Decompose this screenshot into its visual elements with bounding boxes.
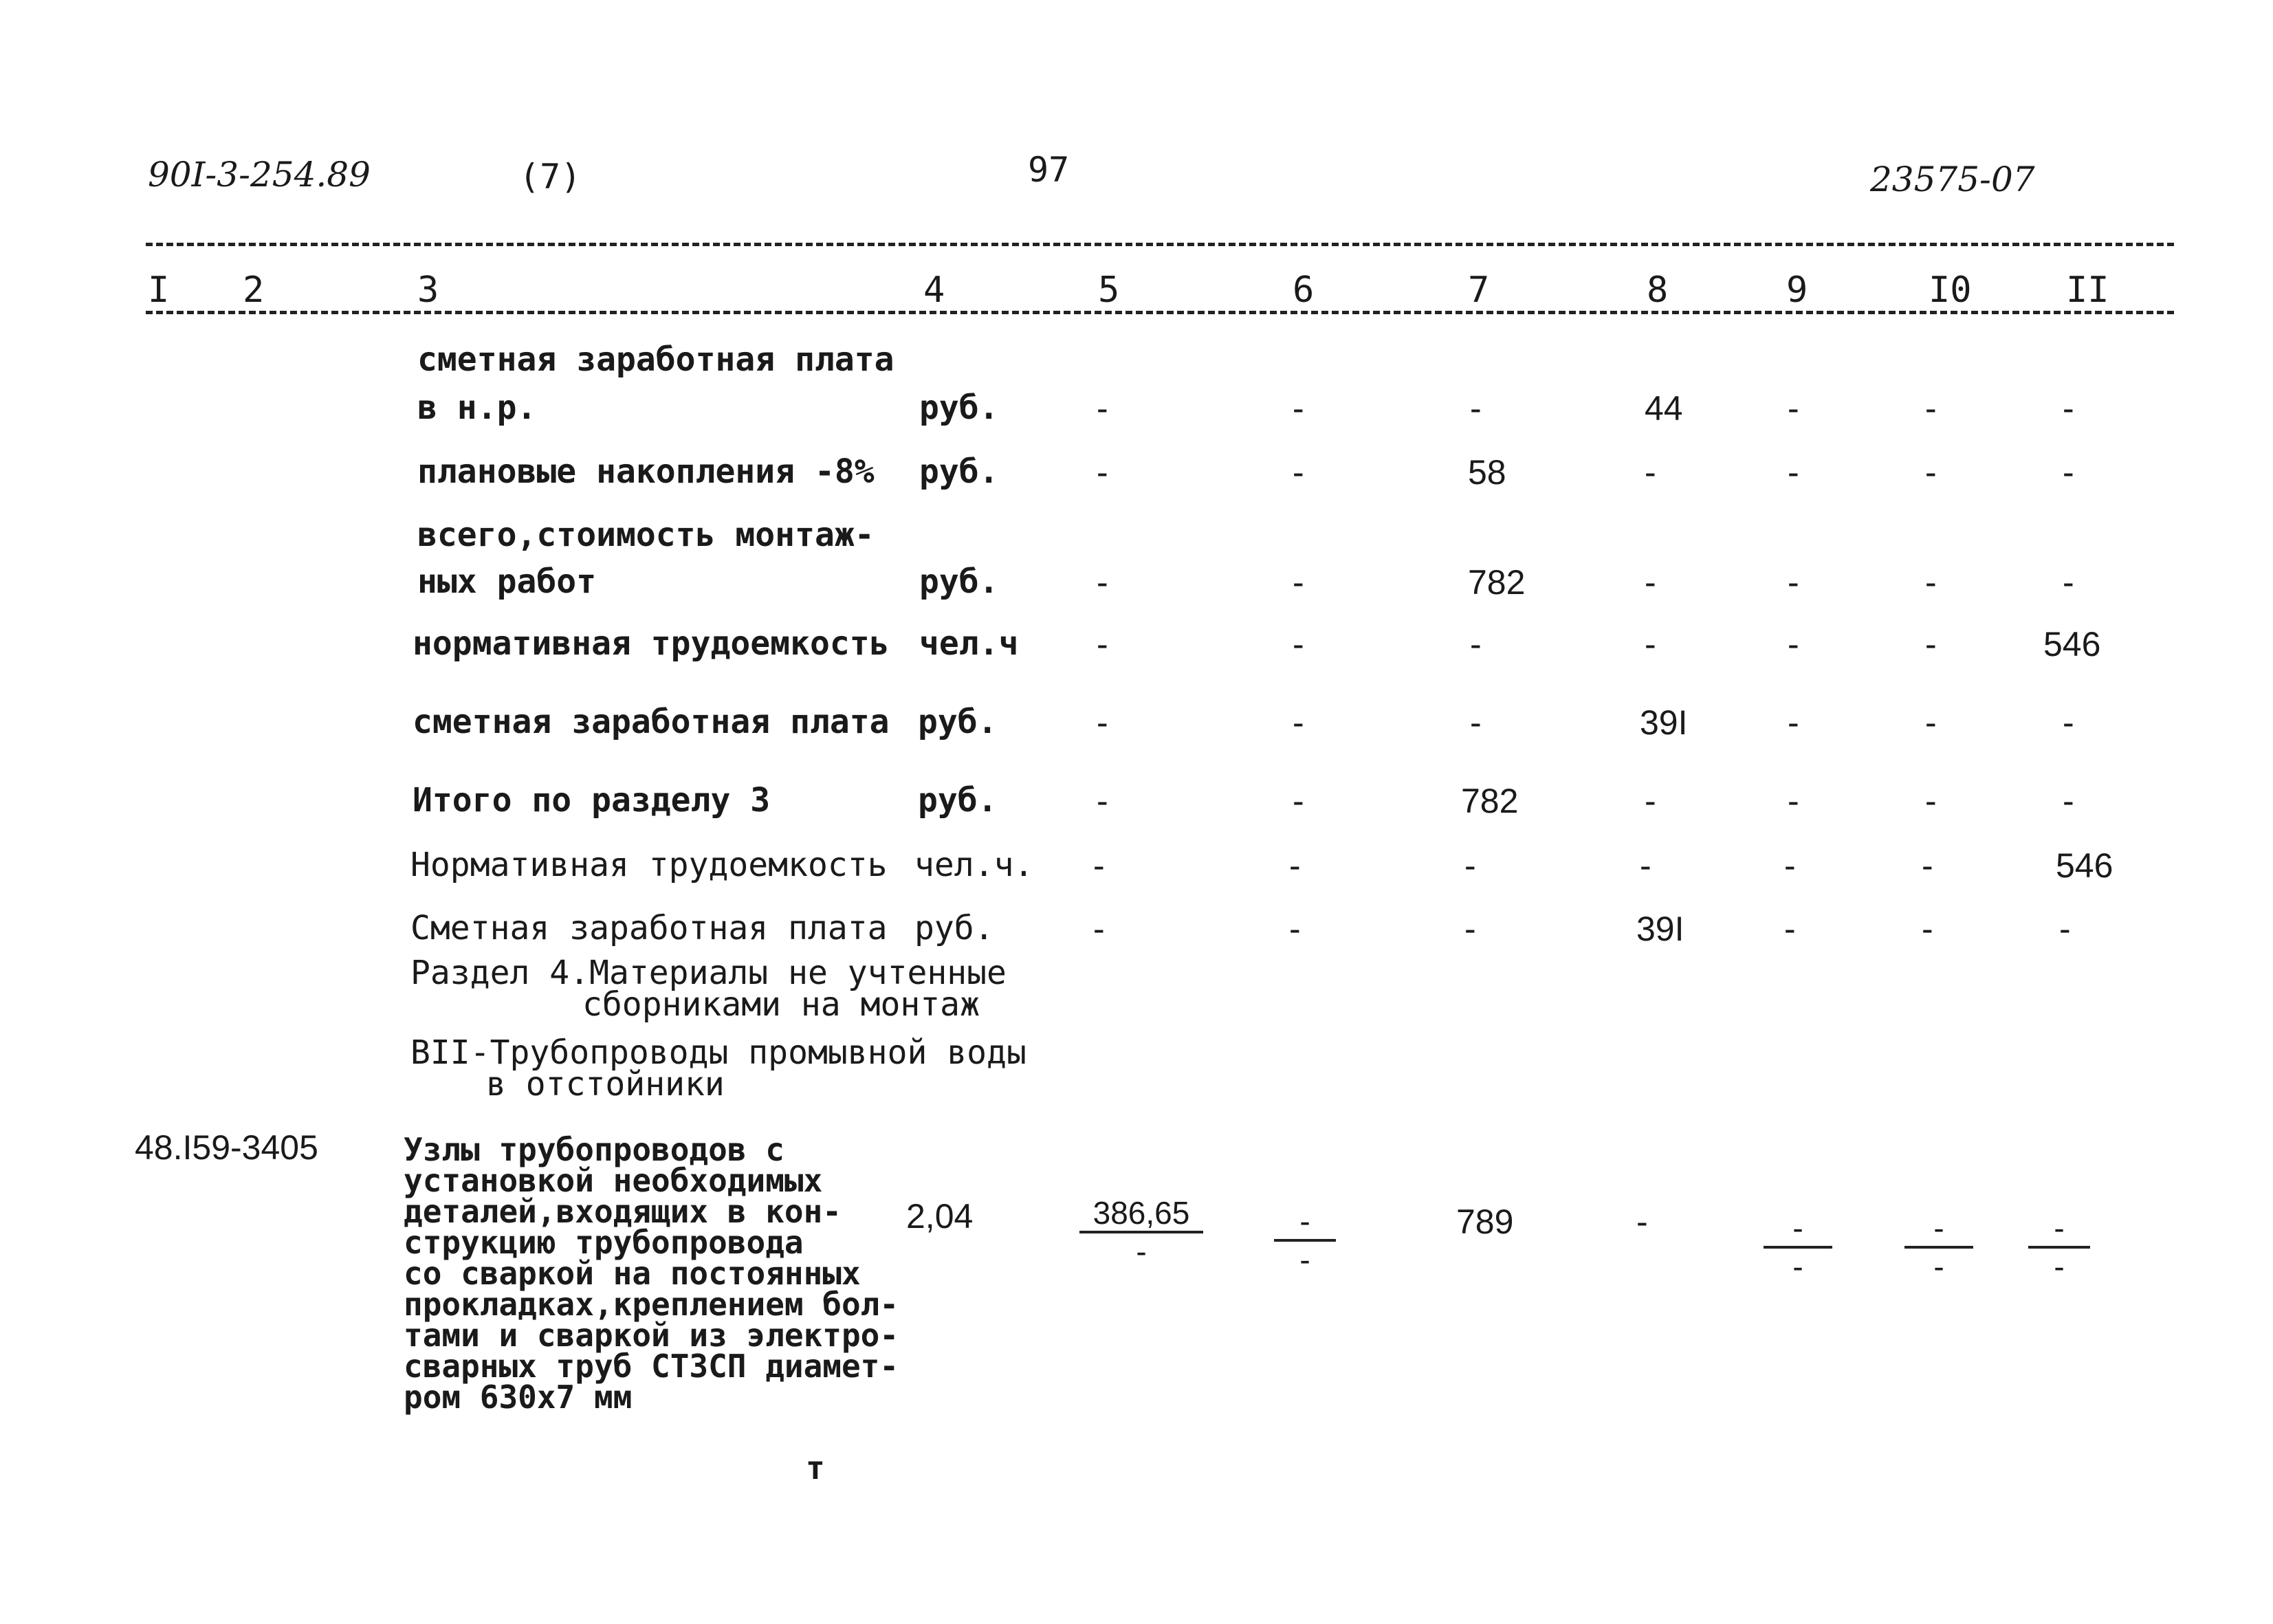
row-unit: руб.	[918, 703, 998, 741]
item-cell-c6-top: -	[1274, 1203, 1336, 1242]
row-unit: чел.ч.	[914, 846, 1034, 884]
cell-c6: -	[1293, 389, 1304, 428]
column-number: 7	[1468, 270, 1490, 311]
item-description: установкой необходимых	[404, 1162, 823, 1199]
cell-c8: -	[1645, 563, 1656, 602]
top-rule	[146, 243, 2174, 246]
cell-c5: -	[1097, 389, 1108, 428]
item-cell-c10-bottom: -	[1933, 1249, 1944, 1284]
cell-c9: -	[1788, 389, 1799, 428]
document-part: (7)	[519, 157, 582, 197]
cell-c6: -	[1289, 846, 1301, 885]
item-cell-c8: -	[1636, 1203, 1648, 1241]
cell-c5: -	[1093, 846, 1105, 885]
row-label: сметная заработная плата	[413, 703, 890, 741]
column-number: II	[2066, 270, 2109, 311]
row-unit: руб.	[919, 452, 999, 491]
cell-c11: -	[2063, 389, 2074, 428]
item-cell-c11-bottom: -	[2054, 1249, 2065, 1284]
section-heading: сборниками на монтаж	[582, 985, 980, 1024]
row-unit: руб.	[919, 388, 999, 427]
row-label: ных работ	[417, 562, 597, 601]
cell-c11: -	[2063, 703, 2074, 742]
cell-c8: -	[1645, 625, 1656, 663]
column-number: I	[148, 270, 170, 311]
cell-c9: -	[1784, 910, 1796, 948]
cell-c11: -	[2063, 563, 2074, 602]
cell-c6: -	[1293, 453, 1304, 492]
item-cell-c6	[1274, 1203, 1336, 1277]
row-unit: чел.ч	[919, 624, 1019, 663]
cell-c6: -	[1293, 703, 1304, 742]
cell-c7: -	[1470, 703, 1482, 742]
item-cell-c7: 789	[1456, 1203, 1514, 1241]
column-number: 2	[243, 270, 265, 311]
cell-c7: 782	[1468, 563, 1526, 602]
cell-c5: -	[1097, 453, 1108, 492]
item-description: сварных труб СТЗСП диамет-	[404, 1348, 899, 1385]
cell-c11: -	[2059, 910, 2071, 948]
cell-c7: 58	[1468, 453, 1506, 492]
cell-c6: -	[1293, 563, 1304, 602]
item-description: деталей,входящих в кон-	[404, 1193, 842, 1230]
cell-c9: -	[1788, 703, 1799, 742]
item-cell-c9-bottom: -	[1792, 1249, 1803, 1284]
cell-c8: 39I	[1636, 910, 1684, 948]
cell-c11: 546	[2056, 846, 2113, 885]
cell-c8: 39I	[1640, 703, 1688, 742]
item-cell-c10-top: -	[1904, 1210, 1973, 1249]
row-label: сметная заработная плата	[417, 340, 894, 379]
cell-c7: -	[1464, 910, 1476, 948]
row-unit: руб.	[914, 909, 994, 947]
column-number: 4	[923, 270, 945, 311]
cell-c11: -	[2063, 453, 2074, 492]
cell-c10: -	[1925, 703, 1937, 742]
column-number: 5	[1098, 270, 1120, 311]
item-description: тами и сваркой из электро-	[404, 1317, 899, 1354]
column-number: 6	[1293, 270, 1315, 311]
cell-c8: -	[1645, 453, 1656, 492]
item-cell-c5-bottom: -	[1136, 1233, 1147, 1269]
row-label: Сметная заработная плата	[410, 909, 888, 947]
item-description: ром 630х7 мм	[404, 1379, 633, 1416]
cell-c7: -	[1464, 846, 1476, 885]
inventory-number: 23575-07	[1870, 160, 2035, 199]
cell-c8: -	[1645, 782, 1656, 820]
column-number: 8	[1647, 270, 1669, 311]
column-number: 3	[417, 270, 439, 311]
item-cell-c9	[1764, 1210, 1832, 1284]
column-header-rule	[146, 311, 2174, 314]
column-number: 9	[1786, 270, 1808, 311]
section-heading: Раздел 4.Материалы не учтенные	[410, 954, 1007, 992]
cell-c5: -	[1093, 910, 1105, 948]
column-number: I0	[1929, 270, 1972, 311]
subsection-heading: BII-Трубопроводы промывной воды	[410, 1033, 1026, 1072]
cell-c9: -	[1788, 453, 1799, 492]
item-description: струкцию трубопровода	[404, 1224, 804, 1261]
document-code: 90I-3-254.89	[148, 155, 371, 195]
cell-c11: 546	[2043, 625, 2101, 663]
row-label: всего,стоимость монтаж-	[417, 516, 875, 554]
item-code: 48.I59-3405	[135, 1128, 318, 1167]
item-cell-c5-top: 386,65	[1079, 1195, 1203, 1233]
cell-c10: -	[1922, 846, 1933, 885]
cell-c5: -	[1097, 625, 1108, 663]
item-cell-c10	[1904, 1210, 1973, 1284]
item-quantity: 2,04	[906, 1197, 974, 1236]
item-cell-c11-top: -	[2028, 1210, 2090, 1249]
item-description: со сваркой на постоянных	[404, 1255, 861, 1292]
subsection-heading: в отстойники	[486, 1065, 725, 1104]
cell-c10: -	[1925, 625, 1937, 663]
cell-c6: -	[1293, 625, 1304, 663]
row-label: в н.р.	[417, 388, 537, 427]
cell-c9: -	[1784, 846, 1796, 885]
cell-c9: -	[1788, 563, 1799, 602]
footer-mark: т	[806, 1449, 825, 1486]
cell-c8: -	[1640, 846, 1651, 885]
cell-c5: -	[1097, 563, 1108, 602]
cell-c6: -	[1293, 782, 1304, 820]
cell-c6: -	[1289, 910, 1301, 948]
item-description: прокладках,креплением бол-	[404, 1286, 899, 1323]
row-unit: руб.	[918, 781, 998, 820]
cell-c8: 44	[1645, 389, 1683, 428]
page-number: 97	[1028, 150, 1070, 190]
item-cell-c9-top: -	[1764, 1210, 1832, 1249]
row-unit: руб.	[919, 562, 999, 601]
cell-c10: -	[1925, 389, 1937, 428]
cell-c9: -	[1788, 782, 1799, 820]
cell-c10: -	[1922, 910, 1933, 948]
item-cell-c6-bottom: -	[1299, 1242, 1310, 1277]
cell-c11: -	[2063, 782, 2074, 820]
cell-c7: 782	[1461, 782, 1519, 820]
cell-c10: -	[1925, 563, 1937, 602]
item-description: Узлы трубопроводов с	[404, 1131, 784, 1168]
cell-c7: -	[1470, 389, 1482, 428]
row-label: Итого по разделу 3	[413, 781, 771, 820]
cell-c5: -	[1097, 782, 1108, 820]
cell-c5: -	[1097, 703, 1108, 742]
cell-c7: -	[1470, 625, 1482, 663]
row-label: нормативная трудоемкость	[413, 624, 890, 663]
item-cell-c5	[1079, 1195, 1203, 1269]
row-label: Нормативная трудоемкость	[410, 846, 888, 884]
cell-c10: -	[1925, 782, 1937, 820]
cell-c9: -	[1788, 625, 1799, 663]
item-cell-c11	[2028, 1210, 2090, 1284]
row-label: плановые накопления -8%	[417, 452, 875, 491]
cell-c10: -	[1925, 453, 1937, 492]
